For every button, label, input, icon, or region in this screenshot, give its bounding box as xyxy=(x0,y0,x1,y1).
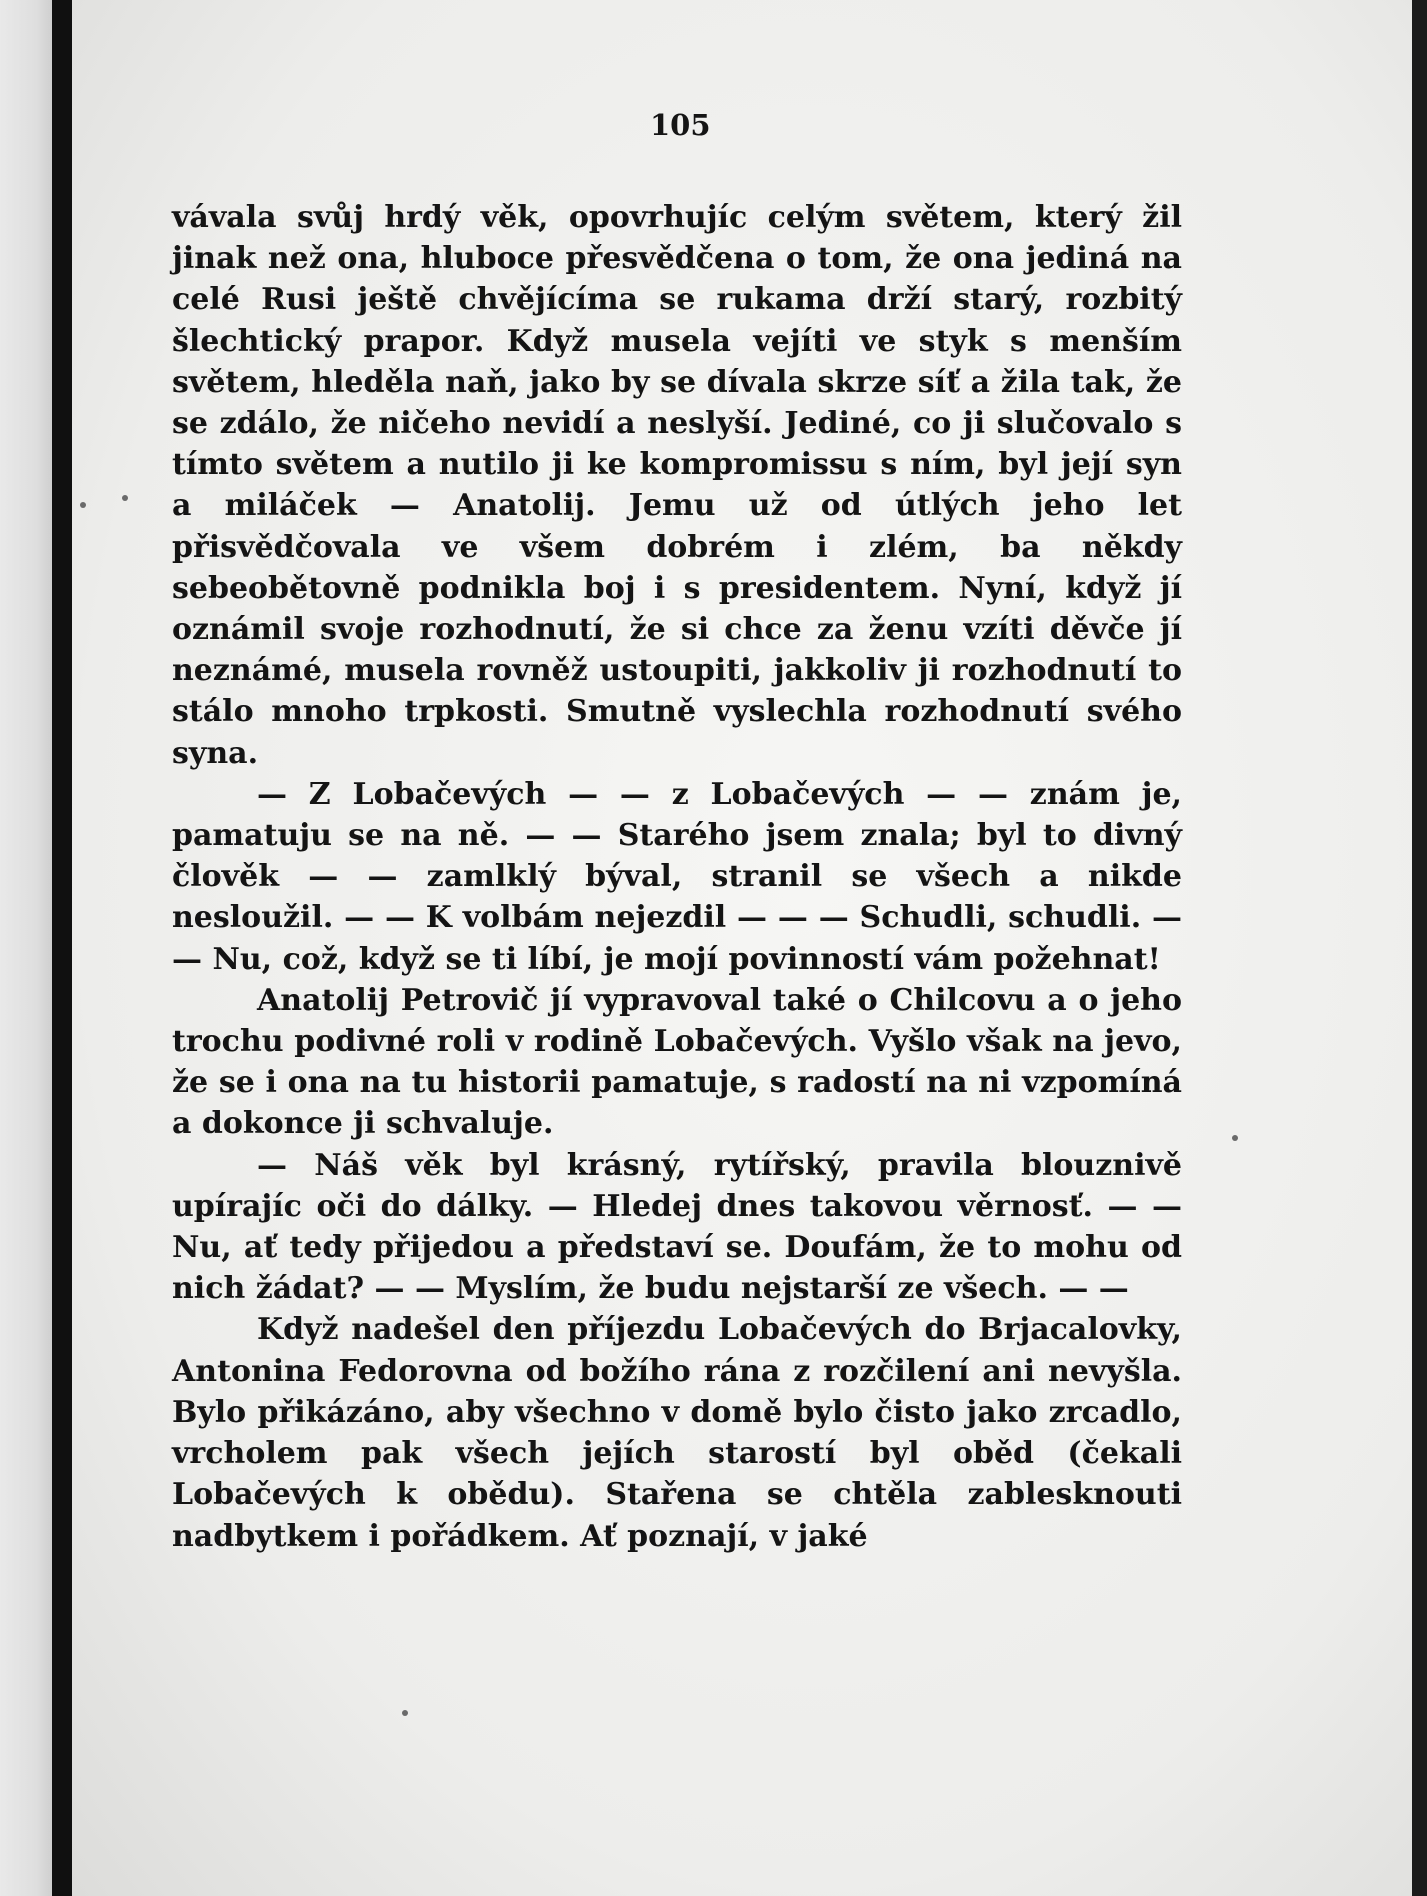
paragraph: Když nadešel den příjezdu Lobačevých do Brjacalovky, Antonina Fedorovna od božího rána z rozčilení ani nevyšla. Bylo přikázáno, aby všechno v domě bylo čisto jako zrcadlo, vrcholem pak všech jejích starostí byl oběd (čekali Lobačevých k obědu). Stařena se chtěla zablesknouti nadbytkem i pořádkem. Ať poznají, v jaké xyxy=(172,1312,1182,1554)
paragraph: vávala svůj hrdý věk, opovrhujíc celým světem, který žil jinak než ona, hluboce přesvědčena o tom, že ona jediná na celé Rusi ještě chvějícíma se rukama drží starý, rozbitý šlechtický prapor. Když musela vejíti ve styk s menším světem, hleděla naň, jako by se dívala skrze síť a žila tak, že se zdálo, že ničeho nevidí a neslyší. Jediné, co ji slučovalo s tímto světem a nutilo ji ke kompromissu s ním, byl její syn a miláček — Anatolij. Jemu už od útlých jeho let přisvědčovala ve všem dobrém i zlém, ba někdy sebeobětovně podnikla boj i s presidentem. Nyní, když jí oznámil svoje rozhodnutí, že si chce za ženu vzíti děvče jí neznámé, musela rovněž ustoupiti, jakkoliv ji rozhodnutí to stálo mnoho trpkosti. Smutně vyslechla rozhodnutí svého syna. xyxy=(172,200,1182,771)
print-speck xyxy=(402,1710,408,1716)
paragraph: — Náš věk byl krásný, rytířský, pravila blouznivě upírajíc oči do dálky. — Hledej dnes takovou věrnosť. — — Nu, ať tedy přijedou a představí se. Doufám, že to mohu od nich žádat? — — Myslím, že budu nejstarší ze všech. — — xyxy=(172,1147,1182,1307)
print-speck xyxy=(80,502,86,508)
paragraph: Anatolij Petrovič jí vypravoval také o Chilcovu a o jeho trochu podivné roli v rodině Lobačevých. Vyšlo však na jevo, že se i ona na tu historii pamatuje, s radostí na ni vzpomíná a dokonce ji schvaluje. xyxy=(172,982,1182,1142)
book-gutter xyxy=(52,0,72,1896)
body-text xyxy=(172,197,1182,1557)
previous-page-edge xyxy=(0,0,52,1896)
paragraph: — Z Lobačevých — — z Lobačevých — — znám je, pamatuju se na ně. — — Starého jsem znala; byl to divný člověk — — zamlklý býval, stranil se všech a nikde nesloužil. — — K volbám nejezdil — — — Schudli, schudli. — — Nu, což, když se ti líbí, je mojí povinností vám požehnat! xyxy=(172,776,1182,977)
print-speck xyxy=(1232,1135,1238,1141)
print-speck xyxy=(122,495,128,501)
page-number: 105 xyxy=(650,108,711,142)
